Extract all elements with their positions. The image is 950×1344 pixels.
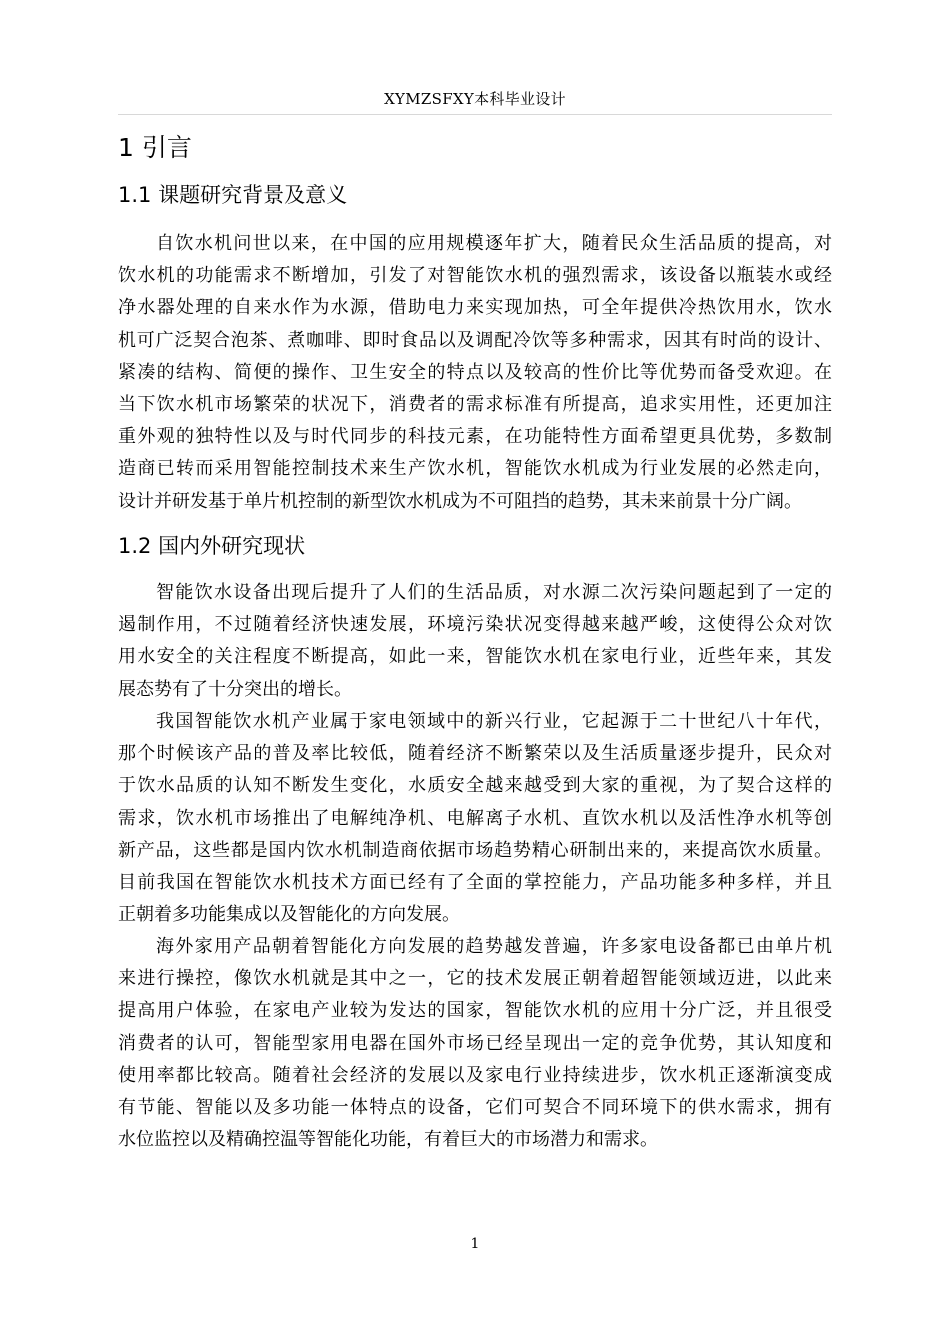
paragraph-line: 重外观的独特性以及与时代同步的科技元素，在功能特性方面希望更具优势，多数制 — [118, 426, 832, 448]
paragraph-line: 造商已转而采用智能控制技术来生产饮水机，智能饮水机成为行业发展的必然走向， — [118, 458, 832, 480]
paragraph-overseas-status — [118, 931, 832, 1156]
paragraph-line: 海外家用产品朝着智能化方向发展的趋势越发普遍，许多家电设备都已由单片机 — [156, 936, 832, 957]
paragraph-background — [118, 228, 832, 518]
paragraph-line: 净水器处理的自来水作为水源，借助电力来实现加热，可全年提供冷热饮用水，饮水 — [118, 297, 832, 319]
paragraph-line: 机可广泛契合泡茶、煮咖啡、即时食品以及调配冷饮等多种需求，因其有时尚的设计、 — [118, 329, 832, 351]
header-divider — [118, 114, 832, 115]
paragraph-line: 设计并研发基于单片机控制的新型饮水机成为不可阻挡的趋势，其未来前景十分广阔。 — [118, 490, 802, 512]
page-number: 1 — [470, 1236, 480, 1252]
paragraph-line: 新产品，这些都是国内饮水机制造商依据市场趋势精心研制出来的，来提高饮水质量。 — [118, 839, 832, 861]
paragraph-line: 自饮水机问世以来，在中国的应用规模逐年扩大，随着民众生活品质的提高，对 — [156, 233, 832, 254]
paragraph-line: 消费者的认可，智能型家用电器在国外市场已经呈现出一定的竞争优势，其认知度和 — [118, 1032, 832, 1054]
page-header-title: XYMZSFXY本科毕业设计 — [384, 90, 566, 108]
paragraph-line: 有节能、智能以及多功能一体特点的设备，它们可契合不同环境下的供水需求，拥有 — [118, 1096, 832, 1118]
paragraph-line: 紧凑的结构、简便的操作、卫生安全的特点以及较高的性价比等优势而备受欢迎。在 — [118, 361, 832, 383]
paragraph-line: 那个时候该产品的普及率比较低，随着经济不断繁荣以及生活质量逐步提升，民众对 — [118, 743, 832, 765]
paragraph-status-intro — [118, 577, 832, 706]
paragraph-line: 遏制作用，不过随着经济快速发展，环境污染状况变得越来越严峻，这使得公众对饮 — [118, 614, 832, 636]
paragraph-line: 水位监控以及精确控温等智能化功能，有着巨大的市场潜力和需求。 — [118, 1129, 658, 1151]
paragraph-line: 目前我国在智能饮水机技术方面已经有了全面的掌控能力，产品功能多种多样，并且 — [118, 871, 832, 893]
paragraph-domestic-status — [118, 706, 832, 931]
section-heading-1-2: 1.2 国内外研究现状 — [118, 534, 306, 558]
paragraph-line: 需求，饮水机市场推出了电解纯净机、电解离子水机、直饮水机以及活性净水机等创 — [118, 807, 832, 829]
section-heading-1-1: 1.1 课题研究背景及意义 — [118, 183, 348, 207]
paragraph-line: 智能饮水设备出现后提升了人们的生活品质，对水源二次污染问题起到了一定的 — [156, 582, 832, 603]
paragraph-line: 使用率都比较高。随着社会经济的发展以及家电行业持续进步，饮水机正逐渐演变成 — [118, 1064, 832, 1086]
paragraph-line: 展态势有了十分突出的增长。 — [118, 678, 352, 700]
paragraph-line: 来进行操控，像饮水机就是其中之一，它的技术发展正朝着超智能领域迈进，以此来 — [118, 968, 832, 990]
paragraph-line: 用水安全的关注程度不断提高，如此一来，智能饮水机在家电行业，近些年来，其发 — [118, 646, 832, 668]
chapter-title: 1 引言 — [118, 133, 192, 162]
paragraph-line: 饮水机的功能需求不断增加，引发了对智能饮水机的强烈需求，该设备以瓶装水或经 — [118, 265, 832, 287]
paragraph-line: 我国智能饮水机产业属于家电领域中的新兴行业，它起源于二十世纪八十年代， — [156, 711, 832, 732]
paragraph-line: 当下饮水机市场繁荣的状况下，消费者的需求标准有所提高，追求实用性，还更加注 — [118, 393, 832, 415]
paragraph-line: 于饮水品质的认知不断发生变化，水质安全越来越受到大家的重视，为了契合这样的 — [118, 775, 832, 797]
paragraph-line: 提高用户体验，在家电产业较为发达的国家，智能饮水机的应用十分广泛，并且很受 — [118, 1000, 832, 1022]
paragraph-line: 正朝着多功能集成以及智能化的方向发展。 — [118, 904, 460, 926]
